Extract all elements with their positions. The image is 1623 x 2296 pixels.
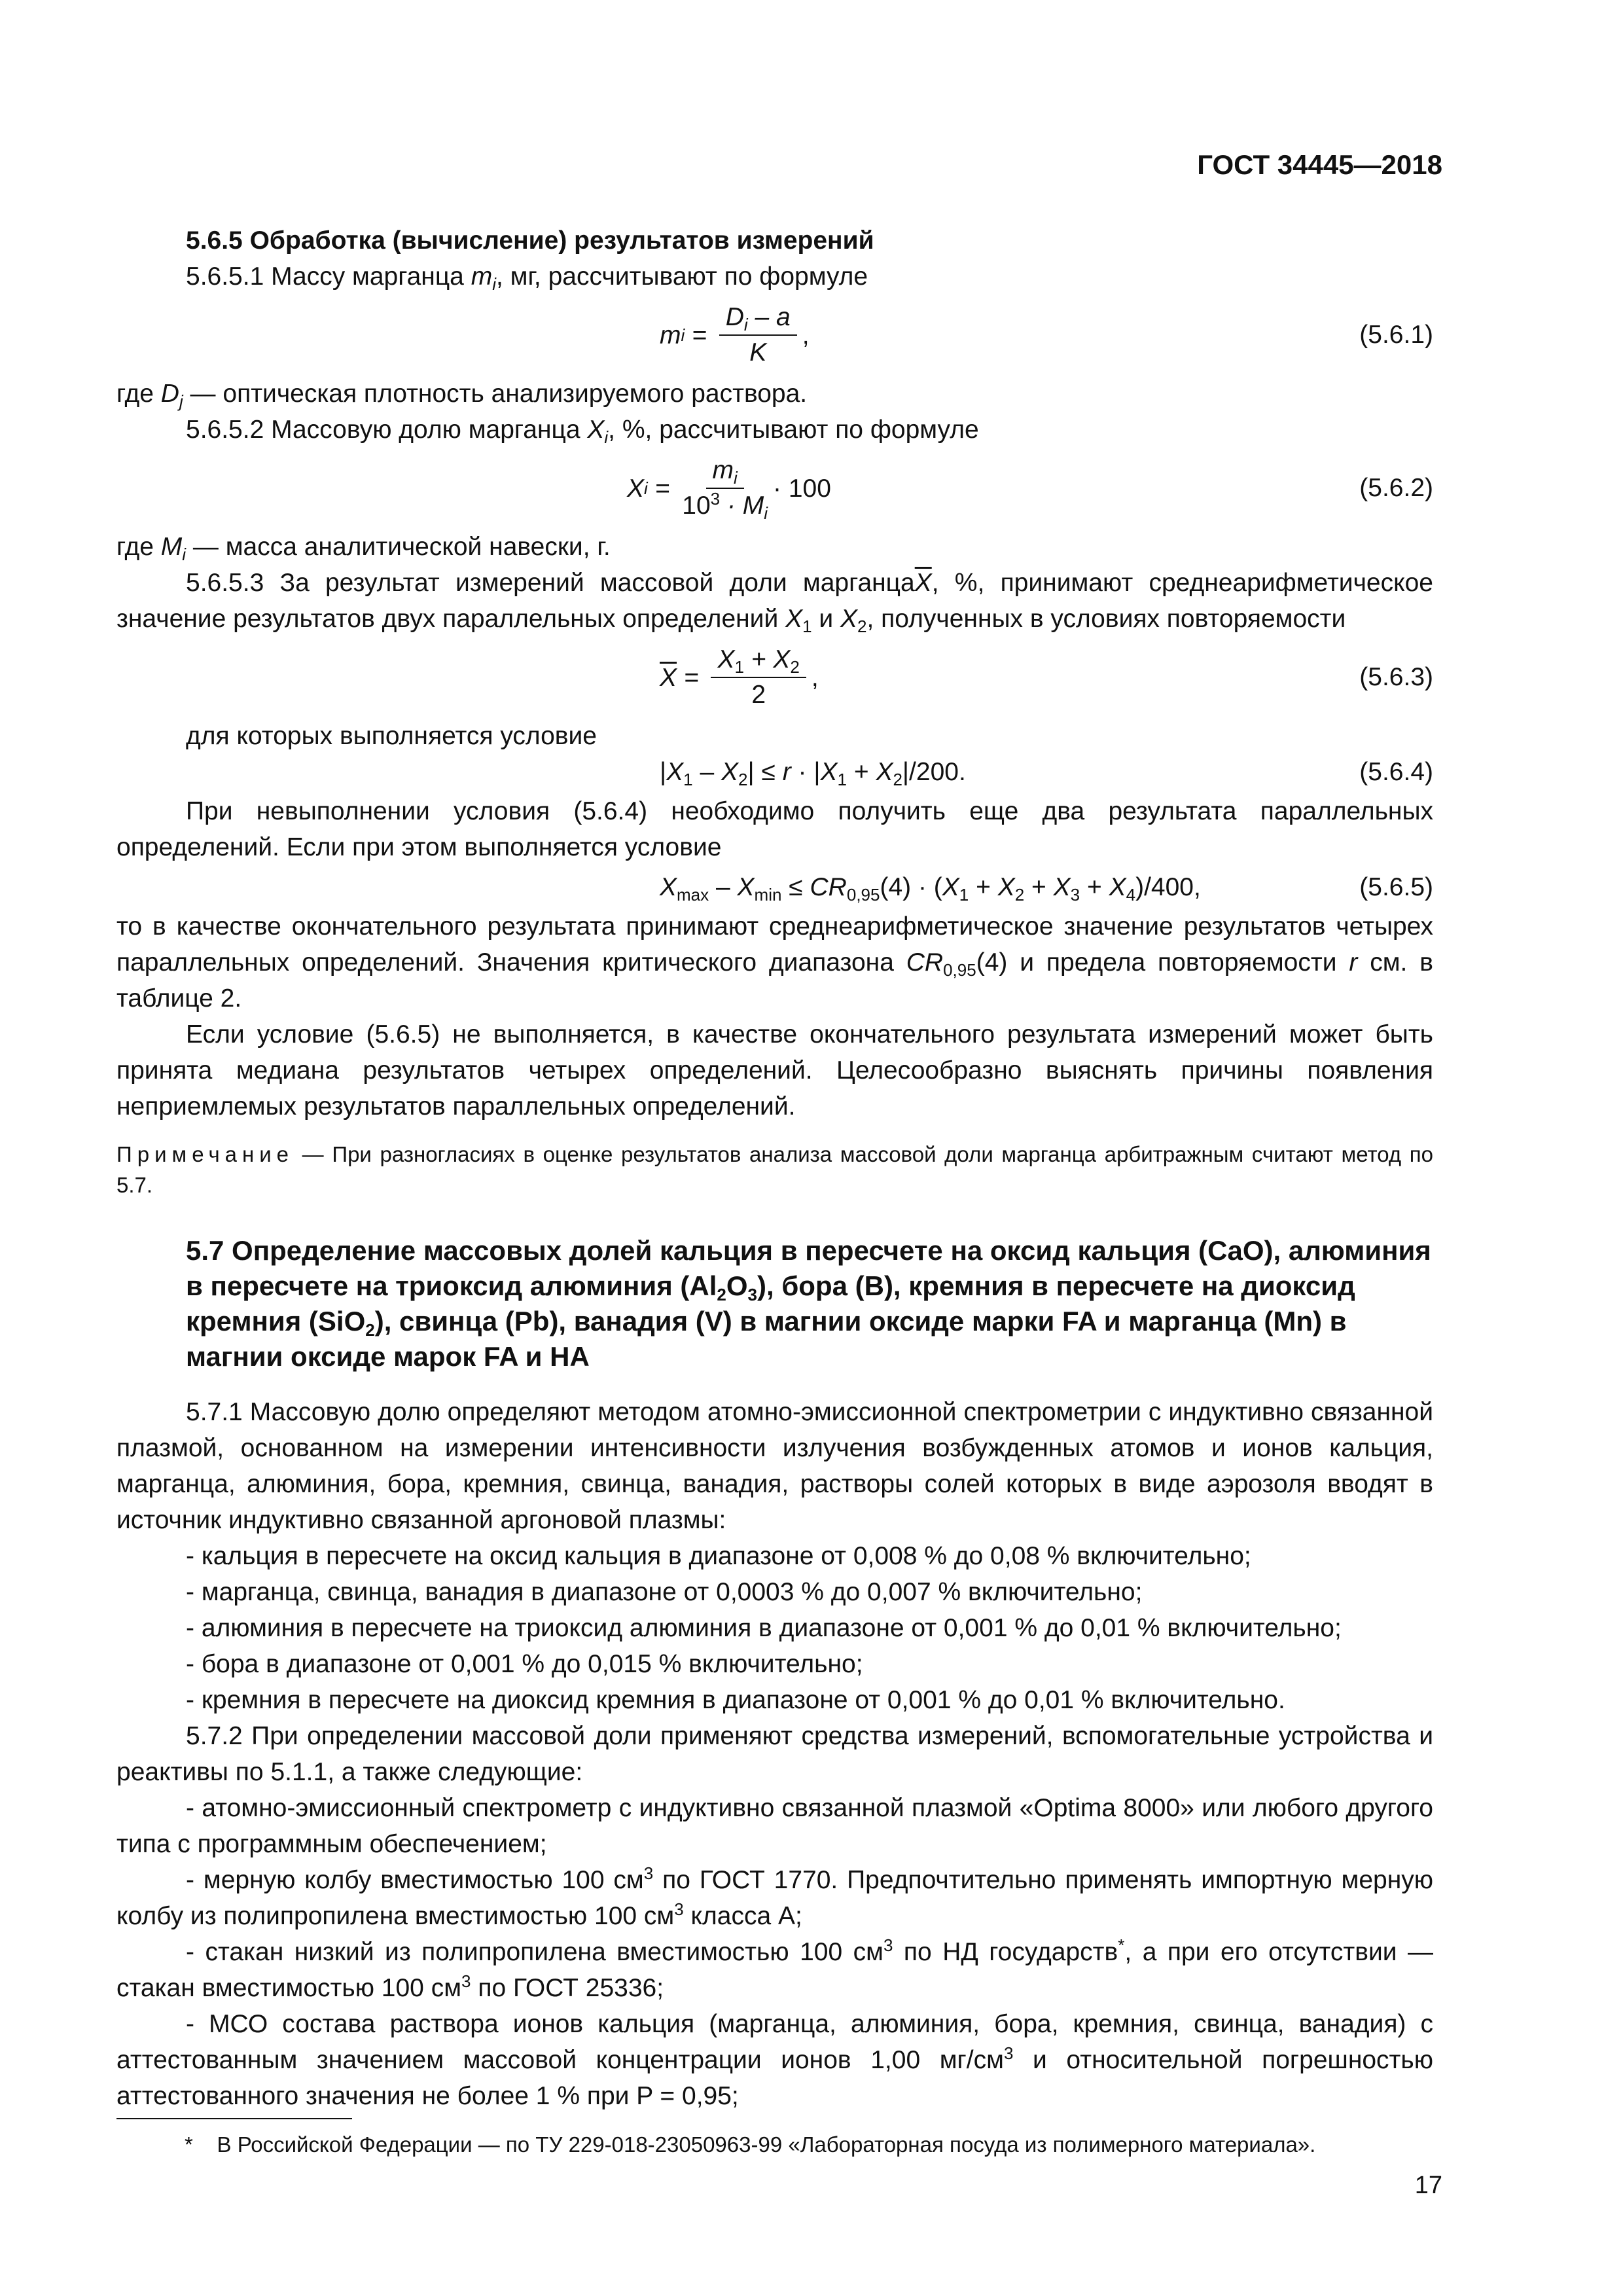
- equipment-item: - мерную колбу вместимостью 100 $см^3$ по ГОСТ 1770. Предпочтительно применять импортную мерную колбу из полипропилена вместимостью 100 $см^3$ класса А;: [116, 1863, 1433, 1930]
- paragraph-repeat: При невыполнении условия (5.6.4) необходимо получить еще два результата параллельных определений. Если при этом выполняется условие: [116, 797, 1433, 861]
- where-di: где $D_j$ — оптическая плотность анализируемого раствора.: [116, 380, 808, 411]
- formula-5-6-1: m i = $\frac{D_i - a}{K}$ , (5.6.1): [660, 303, 1433, 367]
- equipment-item: - МСО состава раствора ионов кальция (марганца, алюминия, бора, кремния, свинца, ванадия) с аттестованным значением массовой концентрации ионов 1,00 $мг/см^3$ и относительной погрешностью аттестованного значения не более 1 % при P = 0,95;: [116, 2010, 1433, 2110]
- paragraph-5652: 5.6.5.2 Массовую долю марганца $X_i$, %, рассчитывают по формуле: [186, 416, 979, 447]
- paragraph-571: 5.7.1 Массовую долю определяют методом атомно-эмиссионной спектрометрии с индуктивно связанной плазмой, основанном на измерении интенсивности излучения возбужденных атомов и ионов кальция, марганца, алюминия, бора, кремния, свинца, ванадия, растворы солей которых в виде аэрозоля вводят в источник индуктивно связанной аргоновой плазмы:: [116, 1398, 1433, 1534]
- formula-5-6-3: $\overline{X}$ = $\frac{X_1 + X_2}{2}$ , (5.6.3): [660, 645, 1433, 709]
- paragraph-median: Если условие (5.6.5) не выполняется, в качестве окончательного результата измерений может быть принята медиана результатов четырех определений. Целесообразно выяснять причины появления неприемлемых результатов параллельных определений.: [116, 1020, 1433, 1121]
- paragraph-572: 5.7.2 При определении массовой доли применяют средства измерений, вспомогательные устройства и реактивы по 5.1.1, а также следующие:: [116, 1722, 1433, 1786]
- paragraph-5653: 5.6.5.3 За результат измерений массовой доли $марганца\overline{X}$, %, принимают среднеарифметическое значение результатов двух параллельных определений $X_1$ и $X_2$, полученных в условиях повторяемости: [116, 569, 1433, 636]
- condition-label: для которых выполняется условие: [186, 722, 597, 750]
- section-565-title: 5.6.5 Обработка (вычисление) результатов измерений: [186, 226, 874, 255]
- list-item: - алюминия в пересчете на триоксид алюминия в диапазоне от 0,001 % до 0,01 % включительно;: [186, 1614, 1342, 1642]
- paragraph-5651: 5.6.5.1 Массу марганца $m_i$, мг, рассчитывают по формуле: [186, 262, 868, 294]
- list-item: - бора в диапазоне от 0,001 % до 0,015 % включительно;: [186, 1650, 863, 1678]
- standard-header: ГОСТ 34445—2018: [1197, 149, 1442, 180]
- footnote-divider: [116, 2118, 352, 2119]
- list-item: - кремния в пересчете на диоксид кремния в диапазоне от 0,001 % до 0,01 % включительно.: [186, 1686, 1285, 1714]
- equipment-item: - атомно-эмиссионный спектрометр с индуктивно связанной плазмой «Optima 8000» или любого другого типа с программным обеспечением;: [116, 1794, 1433, 1858]
- note: Примечание — При разногласиях в оценке результатов анализа массовой доли марганца арбитражным считают метод по 5.7.: [116, 1142, 1433, 1197]
- equipment-item: - стакан низкий из полипропилена вместимостью 100 $см^3$ по НД государств*, а при его отсутствии — стакан вместимостью 100 $см^3$ по ГОСТ 25336;: [116, 1935, 1433, 2002]
- formula-number: (5.6.4): [1359, 758, 1433, 786]
- where-mi: где $M_i$ — масса аналитической навески, г.: [116, 533, 611, 564]
- page-number: 17: [1414, 2172, 1442, 2199]
- formula-number: (5.6.2): [1359, 474, 1433, 502]
- page-body: [116, 223, 1433, 2114]
- section-57-title: 5.7 Определение массовых долей кальция в пересчете на оксид кальция (CaO), алюминия в пересчете на триоксид алюминия $(Al_2O_3)$, бора (B), кремния в пересчете на диоксид кремния (SiO$_2$), свинца (Pb), ванадия (V) в магнии оксиде марки FA и марганца (Mn) в магнии оксиде марок FA и HA: [186, 1235, 1431, 1372]
- paragraph-final-result: то в качестве окончательного результата принимают среднеарифметическое значение результатов четырех параллельных определений. Значения критического диапазона $CR_{0,95}(4)$ и предела повторяемости r см. в таблице 2.: [116, 912, 1433, 1013]
- formula-5-6-5: $X_{max} - X_{min} \le CR_{0,95}(4) \cdot (X_1 + X_2 + X_3 + X_4)/400$, (5.6.5): [116, 869, 1433, 908]
- formula-5-6-4: $|X_1 - X_2| \le r \cdot |X_1 + X_2|/200$. (5.6.4): [116, 754, 1433, 793]
- formula-5-6-2: X i = $\frac{m_i}{10^3 \cdot M_i}$ · 100 (5.6.2): [627, 456, 1433, 523]
- formula-number: (5.6.5): [1359, 873, 1433, 901]
- list-item: - кальция в пересчете на оксид кальция в диапазоне от 0,008 % до 0,08 % включительно;: [186, 1542, 1251, 1570]
- list-item: - марганца, свинца, ванадия в диапазоне от 0,0003 % до 0,007 % включительно;: [186, 1578, 1143, 1606]
- formula-number: (5.6.3): [1359, 663, 1433, 691]
- formula-number: (5.6.1): [1359, 321, 1433, 349]
- footnote: * В Российской Федерации — по ТУ 229-018-23050963-99 «Лабораторная посуда из полимерного материала».: [185, 2132, 1316, 2157]
